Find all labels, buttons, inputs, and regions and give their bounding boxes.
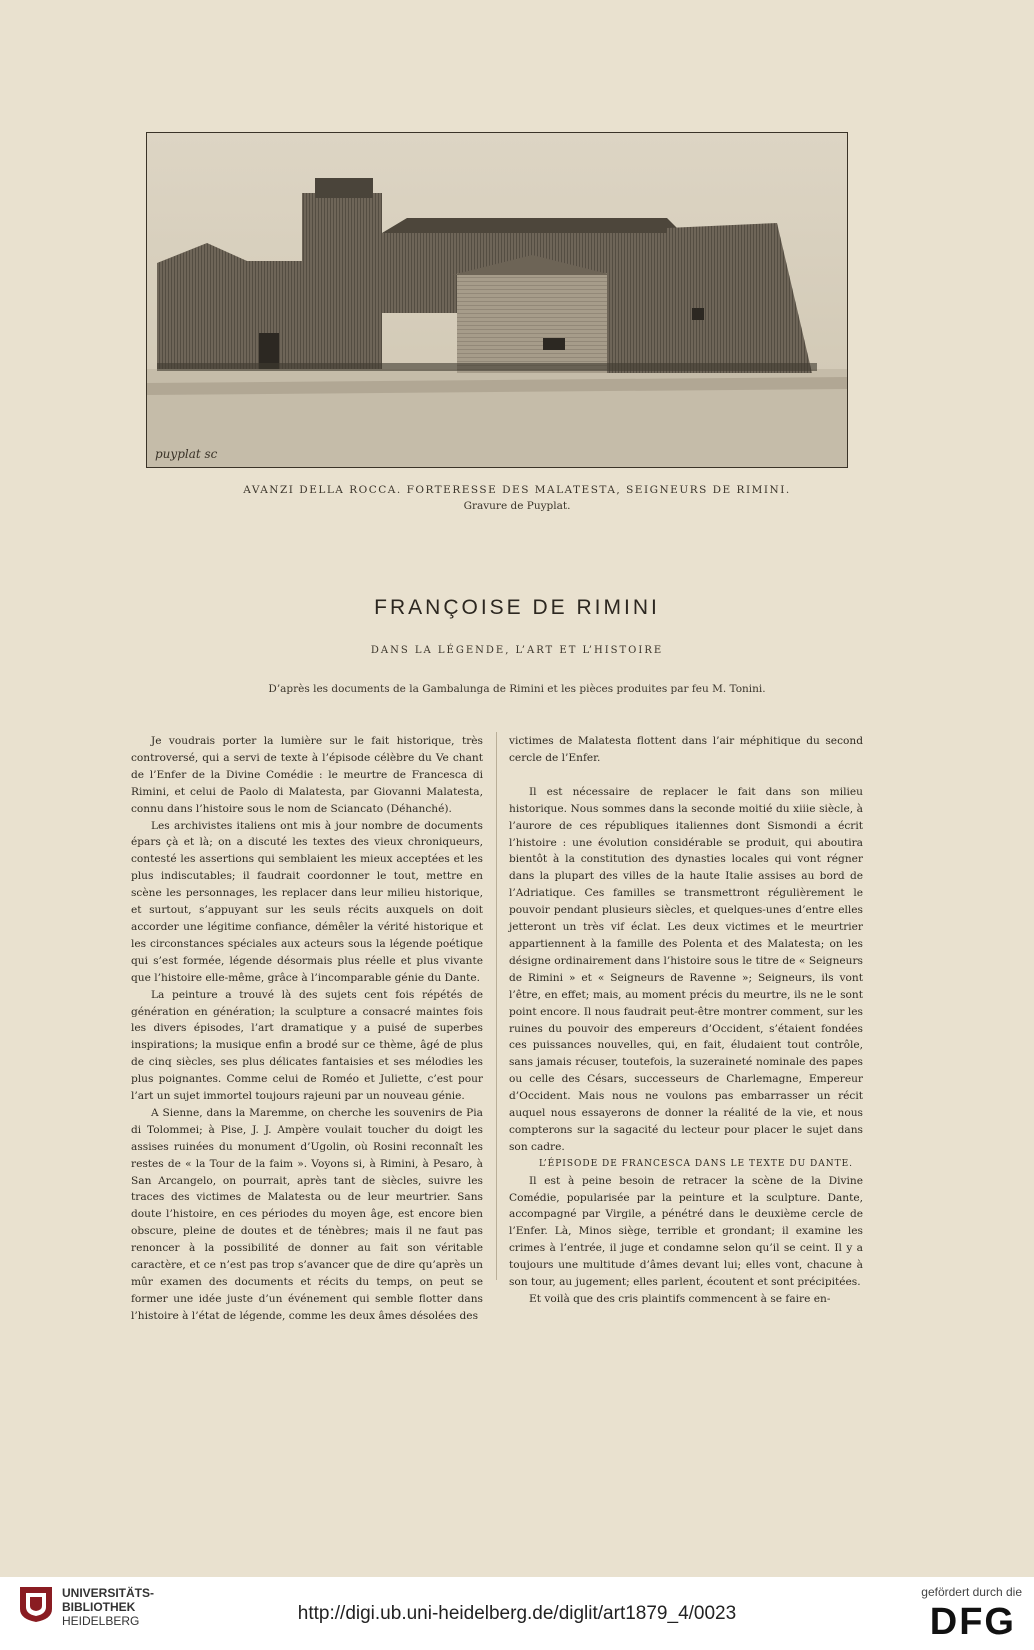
paragraph: victimes de Malatesta flottent dans l’air méphitique du second cercle de l’Enfer. [509,735,863,764]
castle-engraving [146,132,848,468]
right-column [509,733,863,1308]
paragraph: Je voudrais porter la lumière sur le fait historique, très controversé, qui a servi de texte à l’épisode célèbre du Ve chant de l’Enfer de la Divine Comédie : le meurtre de Francesca di Rimini, et celui de Paolo di Malatesta, par Giovanni Malatesta, connu dans l’histoire sous le nom de Sciancato (Déhanché). [131,735,483,815]
funding-note: gefördert durch die [921,1585,1022,1599]
dfg-logo: DFG [929,1601,1016,1643]
article-subtitle: DANS LA LÉGENDE, L’ART ET L’HISTOIRE [370,645,664,656]
paragraph: La peinture a trouvé là des sujets cent fois répétés de génération en génération; la sculpture a consacré maintes fois les divers épisodes, l’art dramatique y a puisé de superbes inspirations; la musique enfin a brodé sur ce thème, âgé de plus de cinq siècles, ses plus délicates fantaisies et ses mélodies les plus poignantes. Comme celui de Roméo et Juliette, c’est pour l’art un sujet immortel toujours rajeuni par un nouveau génie. [131,988,483,1103]
fortress-illustration [147,133,847,467]
paragraph: A Sienne, dans la Maremme, on cherche les souvenirs de Pia di Tolommei; à Pise, J. J. Ampère voulait toucher du doigt les assises ruinées du monument d’Ugolin, où Rosini reconnaît les restes de « la Tour de la faim ». Voyons si, à Rimini, à Pesaro, à San Arcangelo, on pourrait, après tant de siècles, suivre les traces des victimes de Malatesta ou de leur meurtrier. Sans doute l’histoire, en ces périodes du moyen âge, est encore bien obscure, pleine de doutes et de ténèbres; mais il ne faut pas renoncer à la possibilité de donner au fait son véritable caractère, et ce n’est pas trop s’avancer que de dire qu’après un mûr examen des documents et récits du temps, on peut se former une idée juste d’un événement qui semble flotter dans l’histoire à l’état de légende, comme les deux âmes désolées des [131,1106,483,1322]
paragraph: Les archivistes italiens ont mis à jour nombre de documents épars çà et là; on a discuté les textes des vieux chroniqueurs, contesté les assertions qui semblaient les mieux acceptées et les plus indiscutables; il faudrait coordonner le tout, mettre en scène les personnages, les replacer dans leur milieu historique, et surtout, s’appuyant sur les seuls récits auxquels on doit accorder une légitime confiance, démêler la vérité historique et les circonstances spéciales aux acteurs sous la légende poétique qui s’est formée, légende désormais plus réelle et plus vivante que l’histoire elle-même, grâce à l’incomparable génie du Dante. [131,819,483,984]
column-divider [496,732,497,1280]
left-column [131,733,483,1325]
university-name: UNIVERSITÄTS- BIBLIOTHEK HEIDELBERG [62,1586,155,1628]
article-byline: D’après les documents de la Gambalunga de Rimini et les pièces produites par feu M. Tonini. [268,683,766,695]
paragraph: Il est nécessaire de replacer le fait dans son milieu historique. Nous sommes dans la seconde moitié du xiiie siècle, à l’aurore de ces républiques italiennes dont Sismondi a écrit l’histoire : une évolution considérable se produit, qui aboutira bientôt à la constitution des dynasties locales qui vont régner dans la plupart des villes de la haute Italie assises au bord de l’Adriatique. Ces familles se transmettront régulièrement le pouvoir pendant plusieurs siècles, et quelques-unes d’entre elles jetteront un très vif éclat. Les deux victimes et le meurtrier appartiennent à la famille des Polenta et des Malatesta; on les désigne ordinairement dans l’histoire sous le titre de « Seigneurs de Rimini » et « Seigneurs de Ravenne »; Seigneurs, ils vont l’être, en effet; mais, au moment précis du meurtre, ils ne le sont point encore. Il nous faudrait peut-être montrer comment, sur les ruines du pouvoir des empereurs d’Occident, s’étaient fondées ces puissances nouvelles, qui, en fait, éludaient tout contrôle, sans jamais récuser, toutefois, la suzeraineté nominale des papes ou celle des Césars, successeurs de Charlemagne, Empereur d’Occident. Mais nous ne voulons pas embarrasser un récit auquel nous essayerons de donner la réalité de la vie, et nous compterons sur la sagacité du lecteur pour placer le sujet dans son cadre. [509,785,863,1153]
footer-bar [0,1577,1034,1650]
section-heading: L’ÉPISODE DE FRANCESCA DANS LE TEXTE DU DANTE. [538,1158,854,1169]
paragraph: Et voilà que des cris plaintifs commencent à se faire en- [529,1293,831,1305]
engraving-caption: AVANZI DELLA ROCCA. FORTERESSE DES MALATESTA, SEIGNEURS DE RIMINI. [243,484,791,496]
permalink-url[interactable]: http://digi.ub.uni-heidelberg.de/diglit/art1879_4/0023 [297,1603,737,1624]
engraver-signature: puyplat sc [155,447,218,461]
article-title: FRANÇOISE DE RIMINI [374,596,660,619]
paragraph: Il est à peine besoin de retracer la scène de la Divine Comédie, popularisée par la peinture et la sculpture. Dante, accompagné par Virgile, a pénétré dans le deuxième cercle de l’Enfer. Là, Minos siège, terrible et grondant; il examine les crimes à l’entrée, il juge et condamne selon qu’il se ceint. Il y a toujours une multitude d’âmes devant lui; elles vont, chacune à son tour, au jugement; elles parlent, écoutent et sont précipitées. [509,1174,863,1289]
engraving-credit: Gravure de Puyplat. [463,500,571,512]
